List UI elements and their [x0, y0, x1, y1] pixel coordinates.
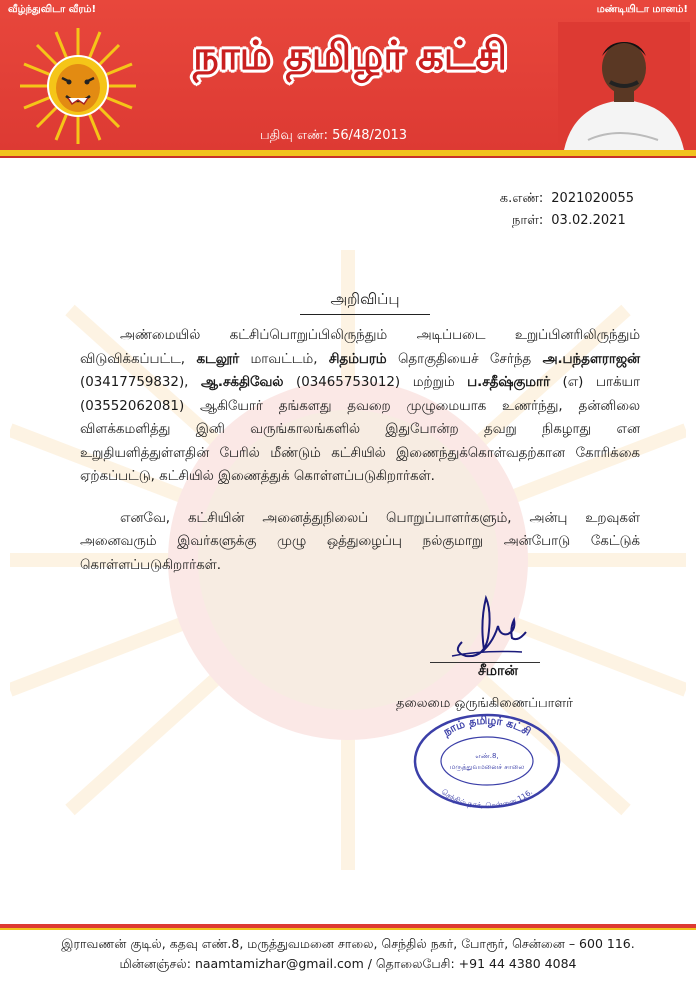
header-divider-secondary: [0, 156, 696, 158]
leader-portrait-icon: [558, 22, 690, 150]
party-name-title: நாம் தமிழர் கட்சி: [193, 33, 507, 79]
svg-text:மருத்துவமனைச் சாலை: மருத்துவமனைச் சாலை: [449, 763, 525, 771]
notice-body: [80, 324, 640, 595]
footer-divider-secondary: [0, 928, 696, 930]
slogan-left: வீழ்ந்துவிடா வீரம்!: [8, 4, 97, 15]
registration-number: பதிவு எண்: 56/48/2013: [260, 128, 408, 143]
tiger-logo-icon: [18, 26, 138, 146]
reference-block: [491, 188, 634, 232]
date-value: 03.02.2021: [551, 213, 626, 228]
reference-number-label: க.எண்:: [499, 191, 544, 206]
slogan-right: மண்டியிடா மானம்!: [596, 4, 688, 15]
date-label: நாள்:: [512, 213, 544, 228]
svg-text:நாம் தமிழர் கட்சி: நாம் தமிழர் கட்சி: [441, 713, 534, 739]
svg-text:செந்தில் நகர், சென்னை 116.: செந்தில் நகர், சென்னை 116.: [439, 787, 535, 810]
notice-title: அறிவிப்பு: [300, 290, 430, 315]
signature-icon: [432, 592, 542, 672]
notice-paragraph-1: அண்மையில் கட்சிப்பொறுப்பிலிருந்தும் அடிப்படை உறுப்பினரிலிருந்தும் விடுவிக்கப்பட்ட, கடலூர் மாவட்டம், சிதம்பரம் தொகுதியைச் சேர்ந்த அ.பந்தளராஜன் (03417759832), ஆ.சக்திவேல் (03465753012) மற்றும் ப.சதீஷ்குமார் (எ) பாக்யா (03552062081) ஆகியோர் தங்களது தவறை முழுமையாக உணர்ந்து, தன்னிலை விளக்கமளித்து இனி வருங்காலங்களில் இதுபோன்ற தவறு நிகழாது என உறுதியளித்துள்ளதின் பேரில் மீண்டும் கட்சியில் இணைந்துக்கொள்வதற்கான கோரிக்கை ஏற்கப்பட்டு, கட்சியில் இணைத்துக் கொள்ளப்படுகிறார்கள்.: [80, 328, 640, 484]
signatory-designation: தலைமை ஒருங்கிணைப்பாளர்: [396, 696, 573, 711]
reference-number-value: 2021020055: [551, 191, 634, 206]
svg-text:எண்.8,: எண்.8,: [475, 752, 499, 760]
party-seal-stamp-icon: [412, 712, 562, 810]
signatory-name: சீமான்: [478, 663, 518, 679]
footer-address: இராவணன் குடில், கதவு எண்.8, மருத்துவமனை சாலை, செந்தில் நகர், போரூர், சென்னை – 600 116.: [61, 936, 635, 951]
notice-paragraph-2: எனவே, கட்சியின் அனைத்துநிலைப் பொறுப்பாளர்களும், அன்பு உறவுகள் அனைவரும் இவர்களுக்கு முழு ஒத்துழைப்பு நல்குமாறு அன்போடு கேட்டுக் கொள்ளப்படுகிறார்கள்.: [80, 510, 640, 573]
footer-contact: மின்னஞ்சல்: naamtamizhar@gmail.com / தொலைபேசி: +91 44 4380 4084: [119, 956, 577, 971]
